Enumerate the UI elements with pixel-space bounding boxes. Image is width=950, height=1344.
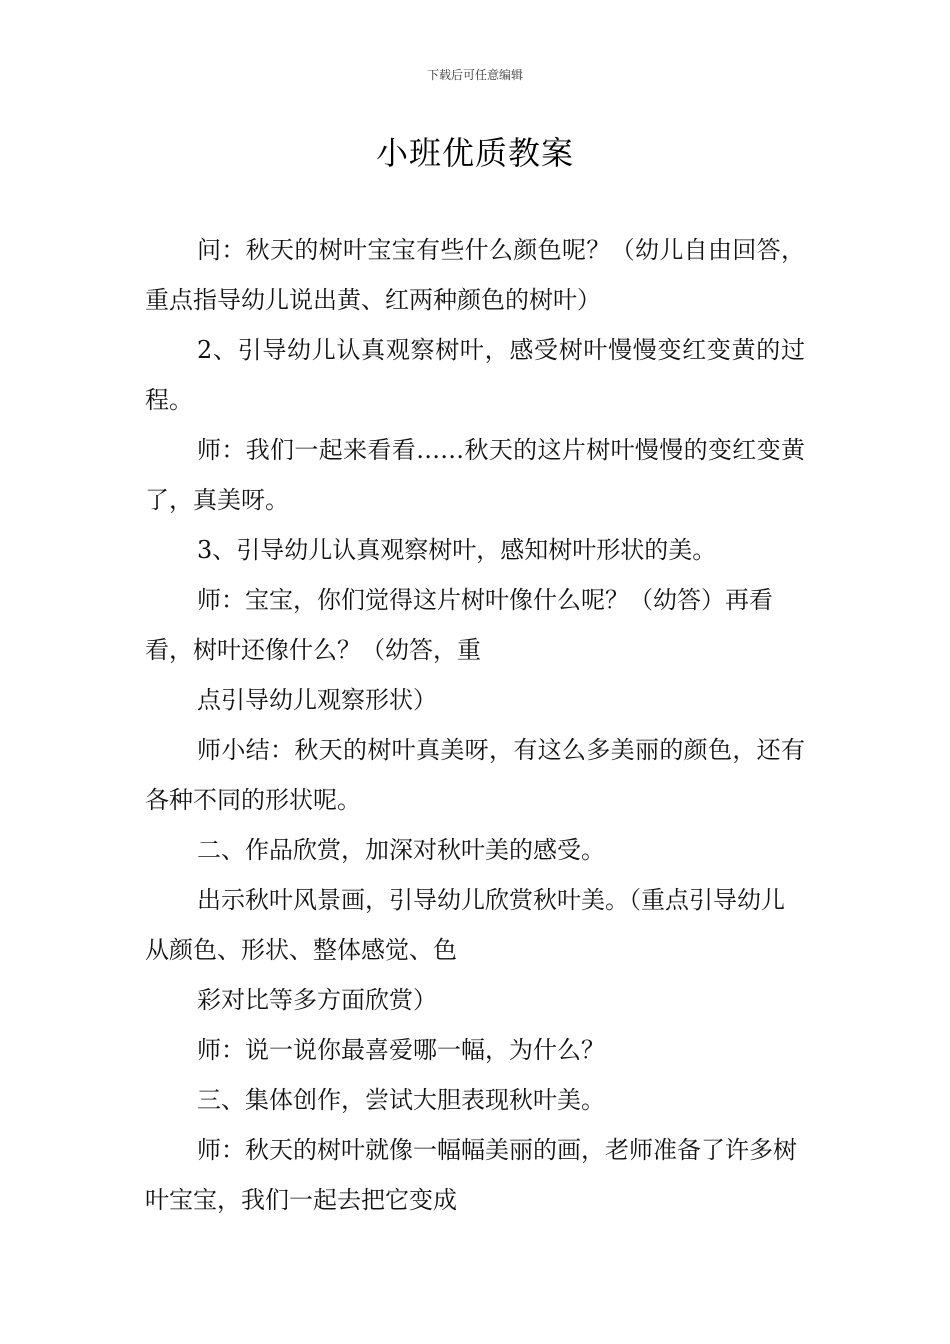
paragraph: 出示秋叶风景画，引导幼儿欣赏秋叶美。（重点引导幼儿从颜色、形状、整体感觉、色 — [145, 886, 785, 964]
paragraph: 二、作品欣赏，加深对秋叶美的感受。 — [197, 836, 605, 864]
paragraph: 师：说一说你最喜爱哪一幅，为什么？ — [197, 1036, 605, 1064]
paragraph: 问：秋天的树叶宝宝有些什么颜色呢？（幼儿自由回答，重点指导幼儿说出黄、红两种颜色的树叶） — [145, 236, 805, 314]
paragraph: 师：我们一起来看看……秋天的这片树叶慢慢的变红变黄了，真美呀。 — [145, 436, 805, 514]
paragraph: 点引导幼儿观察形状） — [197, 686, 437, 714]
paragraph: 2、引导幼儿认真观察树叶，感受树叶慢慢变红变黄的过程。 — [145, 336, 805, 414]
paragraph: 彩对比等多方面欣赏） — [197, 986, 437, 1014]
paragraph: 师小结：秋天的树叶真美呀，有这么多美丽的颜色，还有各种不同的形状呢。 — [145, 736, 805, 814]
paragraph: 师：宝宝，你们觉得这片树叶像什么呢？（幼答）再看看，树叶还像什么？（幼答，重 — [145, 586, 773, 664]
document-body — [145, 225, 805, 1225]
paragraph: 3、引导幼儿认真观察树叶，感知树叶形状的美。 — [197, 536, 717, 564]
document-title: 小班优质教案 — [375, 134, 574, 172]
paragraph: 三、集体创作，尝试大胆表现秋叶美。 — [197, 1086, 605, 1114]
page-header-note: 下载后可任意编辑 — [426, 68, 523, 82]
paragraph: 师：秋天的树叶就像一幅幅美丽的画，老师准备了许多树叶宝宝，我们一起去把它变成 — [145, 1136, 797, 1214]
